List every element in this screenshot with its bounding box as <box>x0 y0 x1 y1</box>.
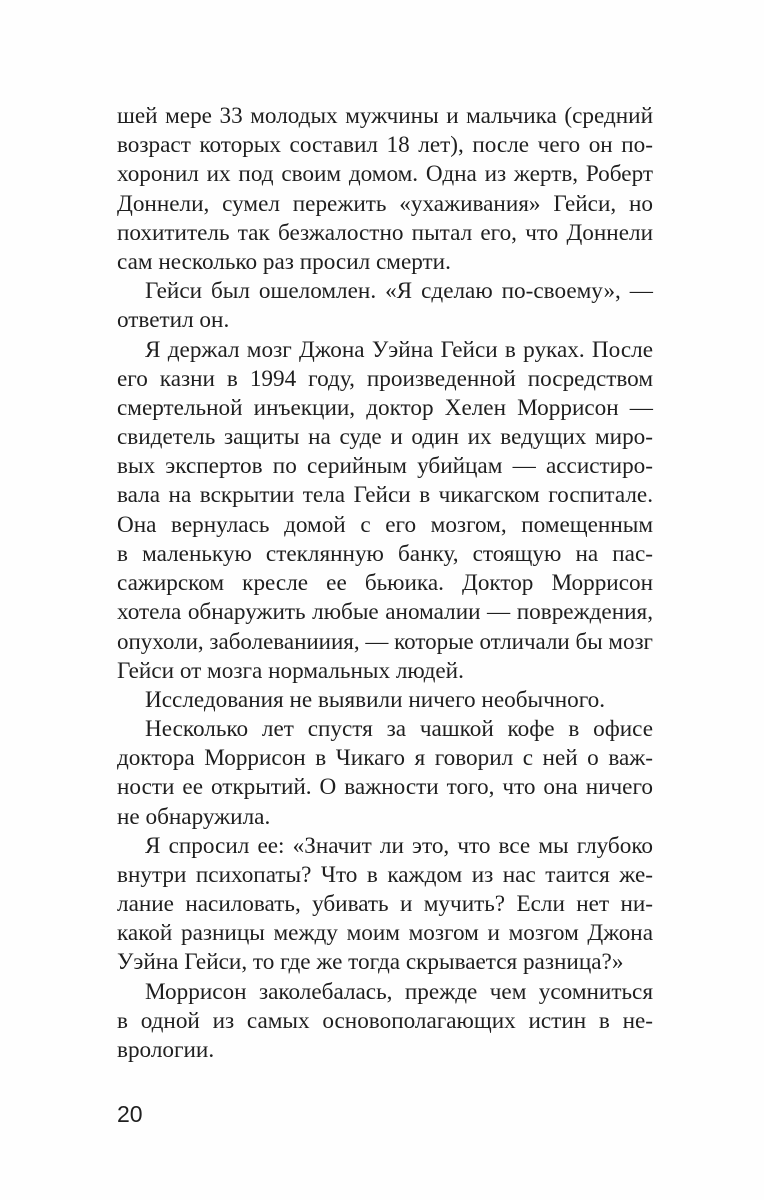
text-line: Она вернулась домой с его мозгом, помещенным <box>117 511 653 538</box>
text-line: внутри психопаты? Что в каждом из нас таится же- <box>117 861 653 888</box>
text-line: Уэйна Гейси, то где же тогда скрывается разница?» <box>117 949 624 976</box>
text-line: Несколько лет спустя за чашкой кофе в офисе <box>145 715 653 742</box>
text-line: врологии. <box>117 1037 215 1063</box>
text-line: Я спросил ее: «Значит ли это, что все мы глубоко <box>145 832 653 859</box>
text-line: ности ее открытий. О важности того, что она ничего <box>117 774 653 801</box>
text-line: Моррисон заколебалась, прежде чем усомниться <box>145 978 653 1005</box>
body-text <box>117 102 653 1065</box>
text-line: Гейси был ошеломлен. «Я сделаю по-своему», — <box>145 278 653 305</box>
page-number: 20 <box>117 1101 143 1127</box>
text-line: вала на вскрытии тела Гейси в чикагском госпитале. <box>117 482 653 509</box>
text-line: похититель так безжалостно пытал его, что Доннели <box>117 219 653 246</box>
text-line: не обнаружила. <box>117 803 271 830</box>
text-line: Доннели, сумел пережить «ухаживания» Гейси, но <box>117 190 653 217</box>
text-line: в одной из самых основополагающих истин в не- <box>117 1007 653 1034</box>
text-line: какой разницы между моим мозгом и мозгом Джона <box>117 920 653 947</box>
text-line: возраст которых составил 18 лет), после чего он по- <box>117 132 653 159</box>
text-line: смертельной инъекции, доктор Хелен Моррисон — <box>117 394 653 421</box>
text-line: в маленькую стеклянную банку, стоящую на пас- <box>117 540 653 567</box>
text-line: доктора Моррисон в Чикаго я говорил с ней о важ- <box>117 745 653 772</box>
text-line: ответил он. <box>117 307 230 334</box>
text-line: сам несколько раз просил смерти. <box>117 248 451 275</box>
text-line: хотела обнаружить любые аномалии — повреждения, <box>117 599 653 626</box>
text-line: Исследования не выявили ничего необычного. <box>145 686 606 713</box>
text-line: свидетель защиты на суде и один их ведущих миро- <box>117 424 653 451</box>
text-line: лание насиловать, убивать и мучить? Если нет ни- <box>117 891 653 918</box>
text-line: хоронил их под своим домом. Одна из жертв, Роберт <box>117 161 653 188</box>
text-line: Я держал мозг Джона Уэйна Гейси в руках. После <box>145 336 653 363</box>
text-line: сажирском кресле ее бьюика. Доктор Моррисон <box>117 570 653 596</box>
text-line: Гейси от мозга нормальных людей. <box>117 657 464 684</box>
text-line: опухоли, заболеванииия, — которые отличали бы мозг <box>117 629 653 655</box>
text-line: его казни в 1994 году, произведенной посредством <box>117 365 653 392</box>
text-line: шей мере 33 молодых мужчины и мальчика (средний <box>117 103 653 129</box>
text-line: вых экспертов по серийным убийцам — ассистиро- <box>117 453 653 480</box>
